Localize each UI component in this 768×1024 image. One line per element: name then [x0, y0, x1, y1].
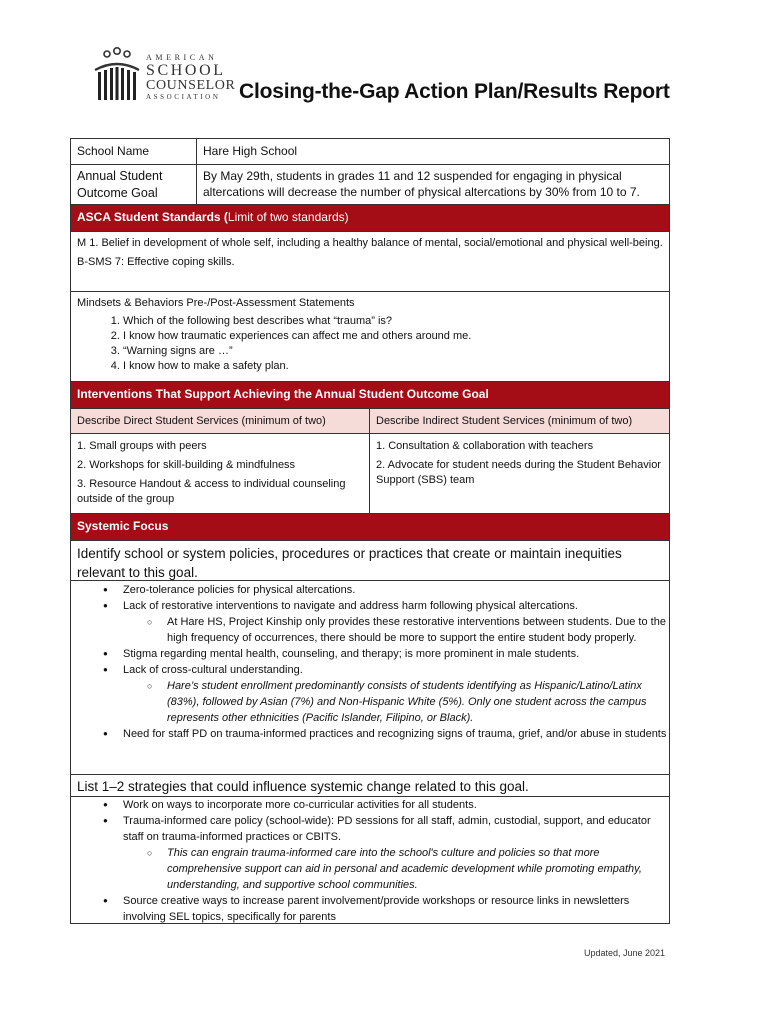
interventions-header: Interventions That Support Achieving the Annual Student Outcome Goal	[71, 382, 669, 409]
inequity-sub-wrapper	[71, 678, 669, 726]
systemic-focus-header: Systemic Focus	[71, 514, 669, 541]
inequity-sub-wrapper	[71, 614, 669, 646]
strategy-item: ● Source creative ways to increase parent involvement/provide workshops or resource links in newsletters involving SEL topics, specifically for parents	[71, 893, 669, 925]
standards-heading-suffix: Limit of two standards)	[227, 210, 349, 224]
school-name-row	[71, 139, 669, 165]
logo-line-counselor: COUNSELOR	[146, 78, 236, 93]
direct-services-label: Describe Direct Student Services (minimum of two)	[71, 409, 370, 433]
school-name-value: Hare High School	[203, 144, 298, 158]
direct-service-item: 1. Small groups with peers	[77, 440, 207, 452]
footer-updated: Updated, June 2021	[584, 948, 666, 958]
strategies-section	[71, 797, 669, 923]
mindsets-heading: Mindsets & Behaviors Pre-/Post-Assessment Statements	[77, 297, 355, 309]
asca-logo	[92, 44, 236, 106]
strategies-list	[71, 797, 669, 925]
strategy-sub-item: ○ This can engrain trauma-informed care into the school's culture and policies so that more comprehensive support can aid in personal and academic development while promoting empathy, understanding, and supportive school communities.	[71, 845, 669, 893]
action-plan-table	[70, 138, 670, 924]
strategy-item: ● Trauma-informed care policy (school-wide): PD sessions for all staff, admin, custodial, support, and educator staff on trauma-informed practices or CBITS.	[71, 813, 669, 845]
identify-prompt: Identify school or system policies, procedures or practices that create or maintain inequities relevant to this goal.	[71, 541, 669, 581]
school-name-label: School Name	[71, 139, 197, 164]
logo-line-association: ASSOCIATION	[146, 93, 221, 101]
inequity-item: ● Lack of restorative interventions to navigate and address harm following physical altercations.	[71, 598, 669, 614]
strategy-sub-wrapper	[71, 845, 669, 893]
direct-services	[71, 434, 370, 513]
inequities-list	[71, 582, 669, 742]
services-row	[71, 434, 669, 514]
inequity-sub-item: ○ At Hare HS, Project Kinship only provides these restorative interventions between students. Due to the high frequency of occurrences, there should be more to support the entire student body properly.	[71, 614, 669, 646]
inequity-item: ● Need for staff PD on trauma-informed practices and recognizing signs of trauma, grief, and/or abuse in students	[71, 726, 669, 742]
standard-item: M 1. Belief in development of whole self, including a healthy balance of mental, social/emotional and physical well-being.	[77, 237, 663, 249]
asca-logo-icon	[92, 46, 142, 104]
strategies-prompt: List 1–2 strategies that could influence systemic change related to this goal.	[71, 775, 669, 797]
indirect-service-item: 2. Advocate for student needs during the Student Behavior Support (SBS) team	[376, 459, 661, 486]
inequity-item: ● Lack of cross-cultural understanding.	[71, 662, 669, 678]
page-title: Closing-the-Gap Action Plan/Results Report	[239, 80, 670, 103]
standards-list	[71, 232, 669, 292]
inequities-section	[71, 581, 669, 775]
page-header	[92, 44, 692, 110]
standard-item: B-SMS 7: Effective coping skills.	[77, 256, 235, 268]
standards-header	[71, 205, 669, 232]
direct-service-item: 2. Workshops for skill-building & mindfulness	[77, 459, 296, 471]
mindset-item: 4. I know how to make a safety plan.	[123, 359, 663, 374]
inequity-item: ● Zero-tolerance policies for physical altercations.	[71, 582, 669, 598]
outcome-goal-value: By May 29th, students in grades 11 and 12 suspended for engaging in physical altercations will decrease the number of physical altercations by 30% from 10 to 7.	[203, 169, 640, 199]
mindset-item: 3. “Warning signs are …”	[123, 344, 663, 359]
direct-service-item: 3. Resource Handout & access to individual counseling outside of the group	[77, 478, 346, 505]
outcome-goal-row	[71, 165, 669, 205]
indirect-service-item: 1. Consultation & collaboration with teachers	[376, 440, 594, 452]
mindset-item: 2. I know how traumatic experiences can affect me and others around me.	[123, 329, 663, 344]
inequity-item: ● Stigma regarding mental health, counseling, and therapy; is more prominent in male students.	[71, 646, 669, 662]
inequity-sub-item: ○ Hare’s student enrollment predominantly consists of students identifying as Hispanic/Latino/Latinx (83%), followed by Asian (7%) and Non-Hispanic White (5%). Only one student across the campus represents other ethnicities (Pacific Islander, Filipino, or Black).	[71, 678, 669, 726]
mindset-item: 1. Which of the following best describes what “trauma” is?	[123, 314, 663, 329]
standards-heading: ASCA Student Standards (	[77, 210, 228, 224]
services-subheader	[71, 409, 669, 434]
mindsets-list	[123, 314, 663, 374]
strategy-item: ● Work on ways to incorporate more co-curricular activities for all students.	[71, 797, 669, 813]
logo-line-american: AMERICAN	[146, 53, 218, 62]
outcome-goal-label: Annual Student Outcome Goal	[71, 165, 197, 204]
mindsets-section	[71, 292, 669, 382]
indirect-services-label: Describe Indirect Student Services (minimum of two)	[376, 415, 633, 427]
logo-line-school: SCHOOL	[146, 62, 226, 79]
indirect-services	[370, 434, 669, 513]
